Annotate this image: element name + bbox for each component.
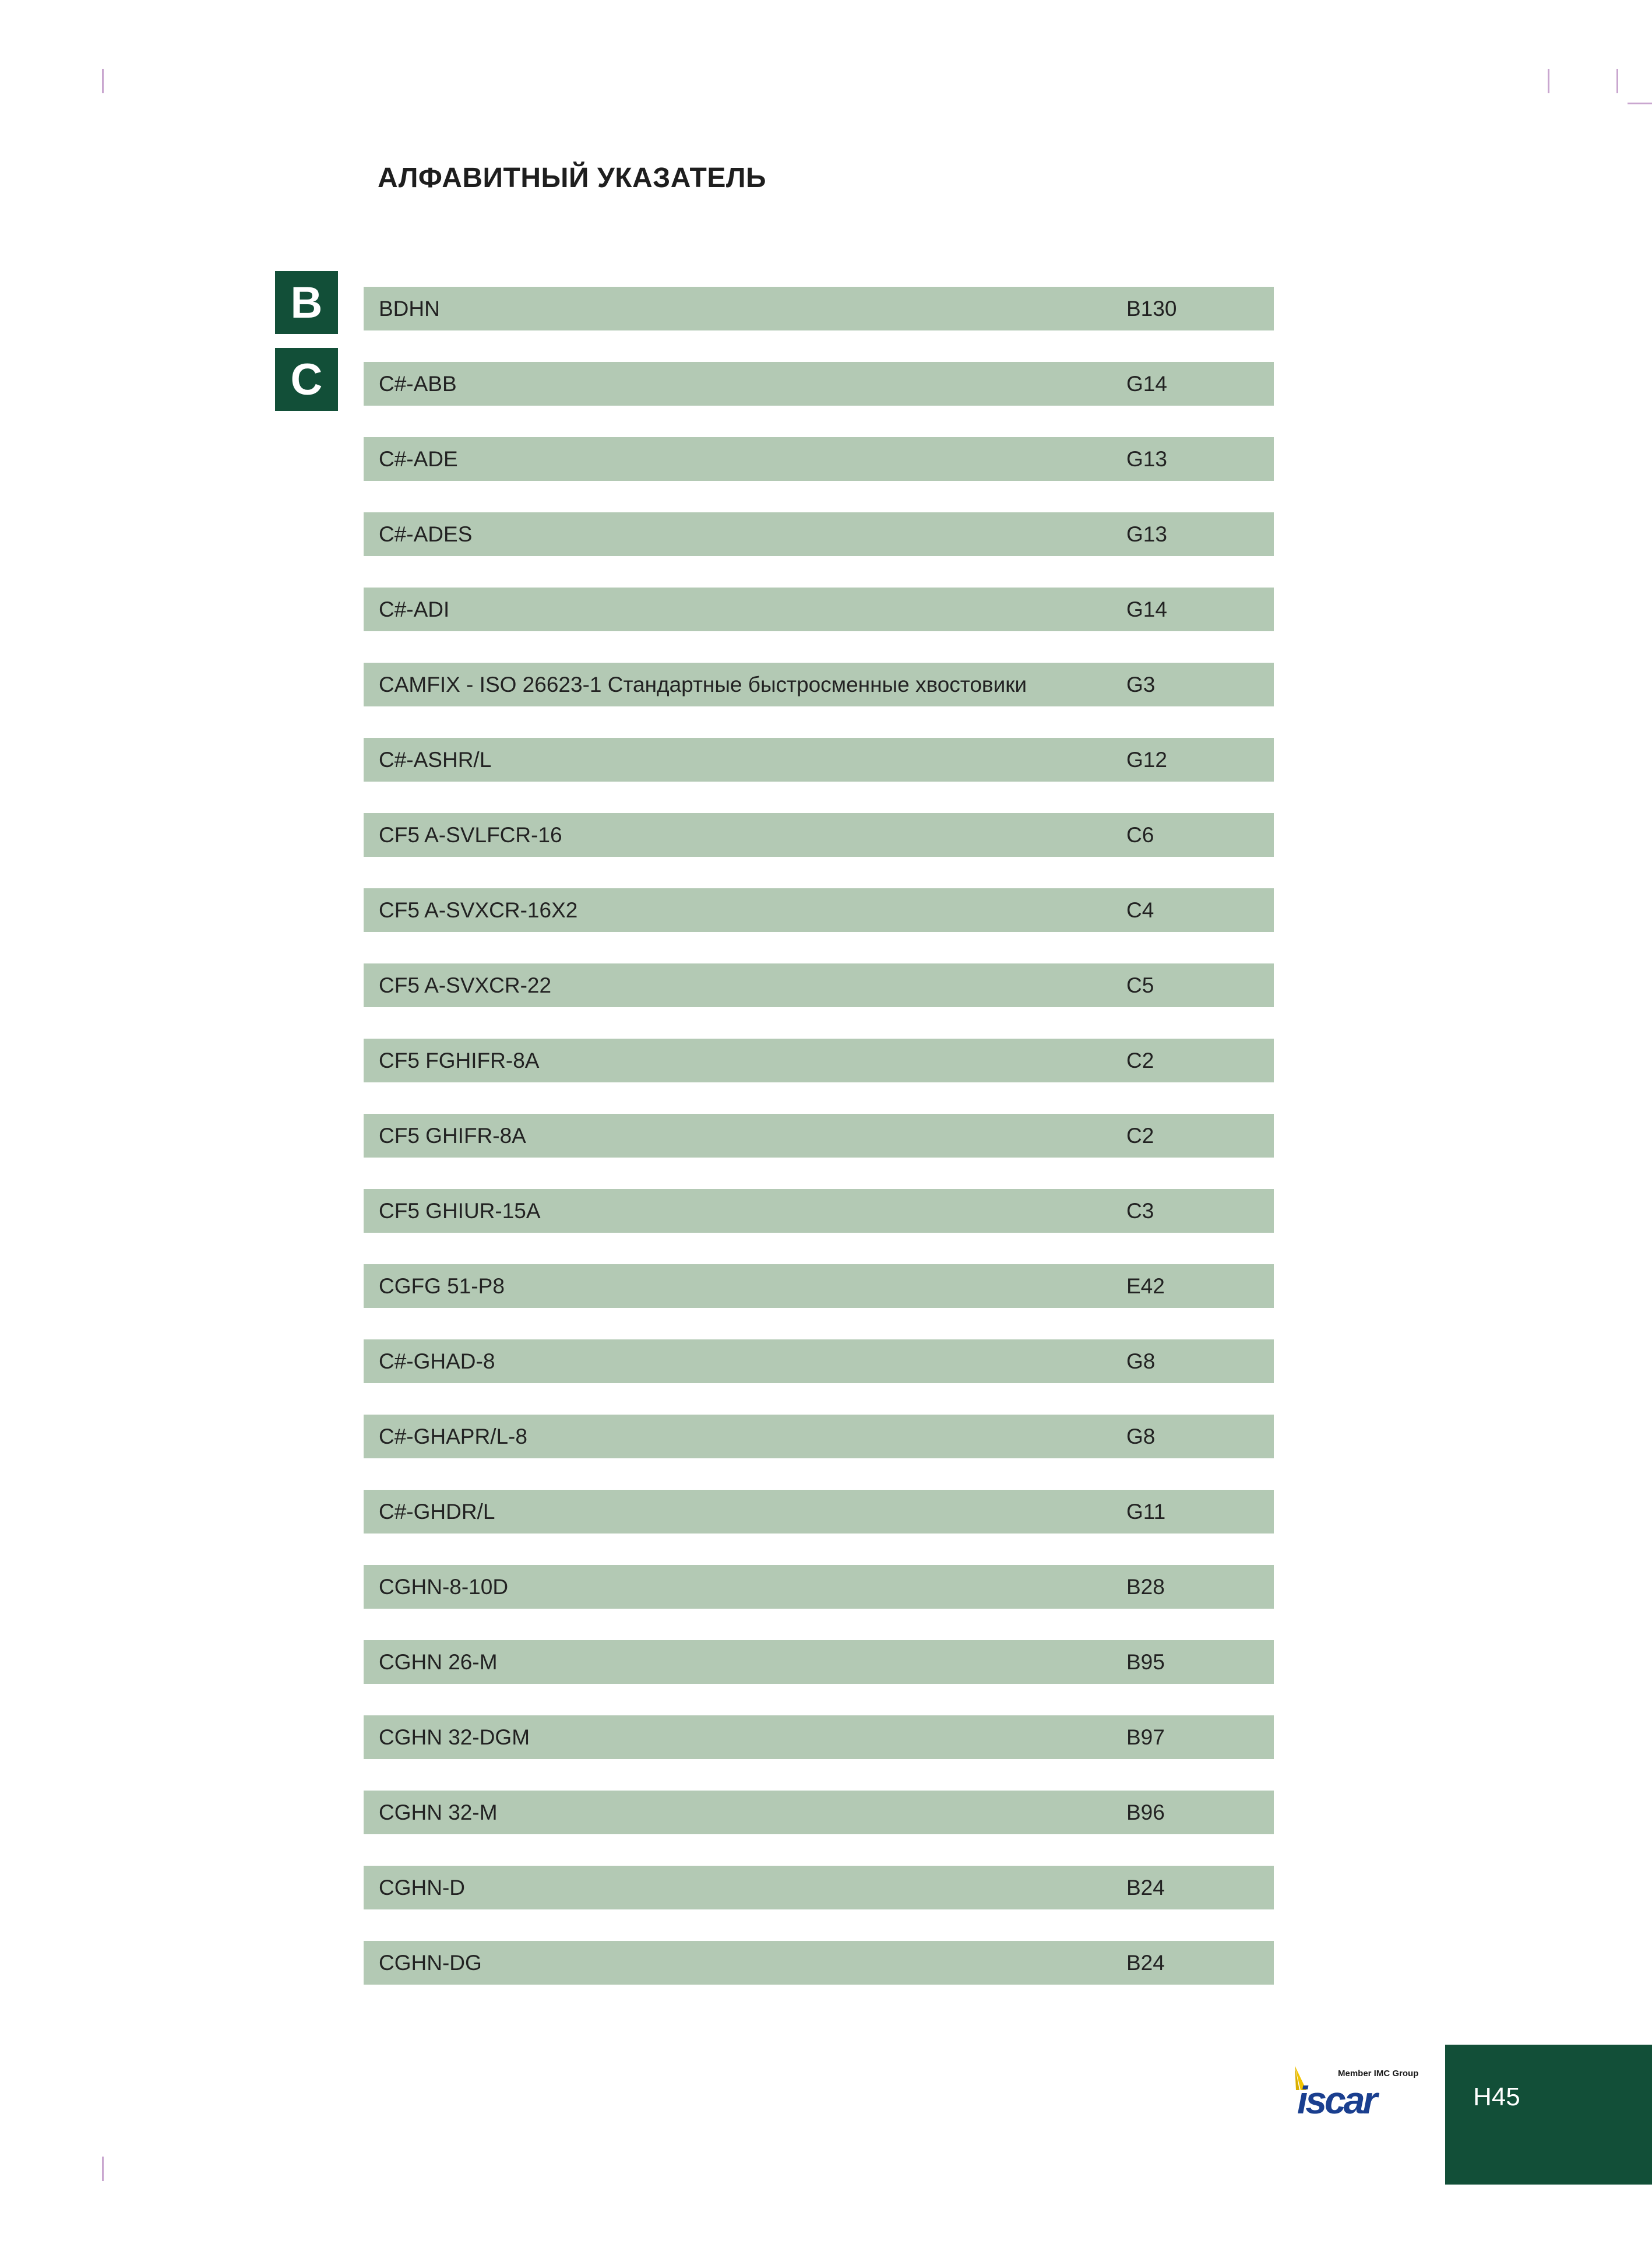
index-row	[364, 1415, 1274, 1458]
entry-page-ref: C2	[1126, 1049, 1154, 1072]
index-row	[364, 738, 1274, 782]
entry-page-ref: G8	[1126, 1349, 1156, 1373]
index-row	[364, 1640, 1274, 1684]
entry-page-ref: B24	[1126, 1876, 1165, 1900]
index-row	[364, 362, 1274, 406]
entry-name: C#-ADI	[379, 597, 450, 621]
index-row	[364, 1490, 1274, 1534]
entry-name: C#-GHDR/L	[379, 1500, 495, 1524]
entry-name: C#-ABB	[379, 372, 457, 396]
entry-page-ref: C3	[1126, 1199, 1154, 1223]
index-row	[364, 1114, 1274, 1158]
entry-name: CGHN 26-M	[379, 1650, 498, 1674]
page-title: АЛФАВИТНЫЙ УКАЗАТЕЛЬ	[378, 163, 767, 194]
entry-page-ref: C6	[1126, 823, 1154, 847]
index-row	[364, 1339, 1274, 1383]
entry-page-ref: B97	[1126, 1725, 1165, 1749]
index-row	[364, 437, 1274, 481]
entry-name: BDHN	[379, 297, 440, 321]
entry-name: CF5 FGHIFR-8A	[379, 1049, 540, 1072]
section-letter-c: C	[275, 348, 338, 411]
index-list	[364, 287, 1274, 2016]
entry-name: C#-ADES	[379, 522, 473, 546]
entry-page-ref: G14	[1126, 372, 1167, 396]
entry-name: C#-GHAPR/L-8	[379, 1425, 527, 1448]
entry-name: CF5 GHIFR-8A	[379, 1124, 526, 1148]
index-row	[364, 287, 1274, 330]
index-row	[364, 1715, 1274, 1759]
entry-page-ref: B28	[1126, 1575, 1165, 1599]
crop-mark	[1548, 69, 1549, 93]
entry-name: CGHN-D	[379, 1876, 465, 1900]
logo-tagline: Member IMC Group	[1338, 2069, 1419, 2078]
entry-page-ref: G13	[1126, 522, 1167, 546]
index-row	[364, 1866, 1274, 1909]
index-row	[364, 1189, 1274, 1233]
entry-page-ref: B96	[1126, 1800, 1165, 1824]
index-row	[364, 1264, 1274, 1308]
entry-page-ref: C2	[1126, 1124, 1154, 1148]
index-row	[364, 588, 1274, 631]
entry-page-ref: G8	[1126, 1425, 1156, 1448]
index-row	[364, 663, 1274, 706]
index-row	[364, 1791, 1274, 1834]
index-row	[364, 1039, 1274, 1082]
crop-mark	[102, 69, 104, 93]
index-row	[364, 1941, 1274, 1985]
entry-name: C#-ASHR/L	[379, 748, 492, 772]
index-row	[364, 813, 1274, 857]
index-row	[364, 512, 1274, 556]
entry-name: CF5 GHIUR-15A	[379, 1199, 541, 1223]
entry-page-ref: E42	[1126, 1274, 1165, 1298]
entry-name: CGFG 51-P8	[379, 1274, 505, 1298]
index-row	[364, 963, 1274, 1007]
entry-page-ref: G14	[1126, 597, 1167, 621]
page-number: H45	[1473, 2083, 1520, 2111]
crop-mark	[1616, 69, 1618, 93]
entry-page-ref: G3	[1126, 673, 1156, 697]
entry-page-ref: G13	[1126, 447, 1167, 471]
entry-name: CF5 A-SVLFCR-16	[379, 823, 562, 847]
entry-page-ref: B24	[1126, 1951, 1165, 1975]
entry-page-ref: B95	[1126, 1650, 1165, 1674]
entry-name: C#-ADE	[379, 447, 458, 471]
crop-mark	[102, 2157, 104, 2181]
crop-mark	[1628, 103, 1652, 104]
entry-name: CF5 A-SVXCR-22	[379, 973, 552, 997]
entry-name: CAMFIX - ISO 26623-1 Стандартные быстросменные хвостовики	[379, 673, 1027, 697]
entry-name: CF5 A-SVXCR-16X2	[379, 898, 578, 922]
entry-name: CGHN 32-DGM	[379, 1725, 530, 1749]
entry-page-ref: G11	[1126, 1500, 1166, 1524]
entry-page-ref: B130	[1126, 297, 1177, 321]
entry-name: CGHN-DG	[379, 1951, 482, 1975]
entry-page-ref: C5	[1126, 973, 1154, 997]
entry-page-ref: G12	[1126, 748, 1167, 772]
index-row	[364, 888, 1274, 932]
entry-name: C#-GHAD-8	[379, 1349, 495, 1373]
entry-name: CGHN 32-M	[379, 1800, 498, 1824]
section-letter-b: B	[275, 271, 338, 334]
logo-wordmark: iscar	[1297, 2078, 1376, 2122]
entry-page-ref: C4	[1126, 898, 1154, 922]
entry-name: CGHN-8-10D	[379, 1575, 509, 1599]
page-number-box	[1445, 2045, 1652, 2185]
index-row	[364, 1565, 1274, 1609]
